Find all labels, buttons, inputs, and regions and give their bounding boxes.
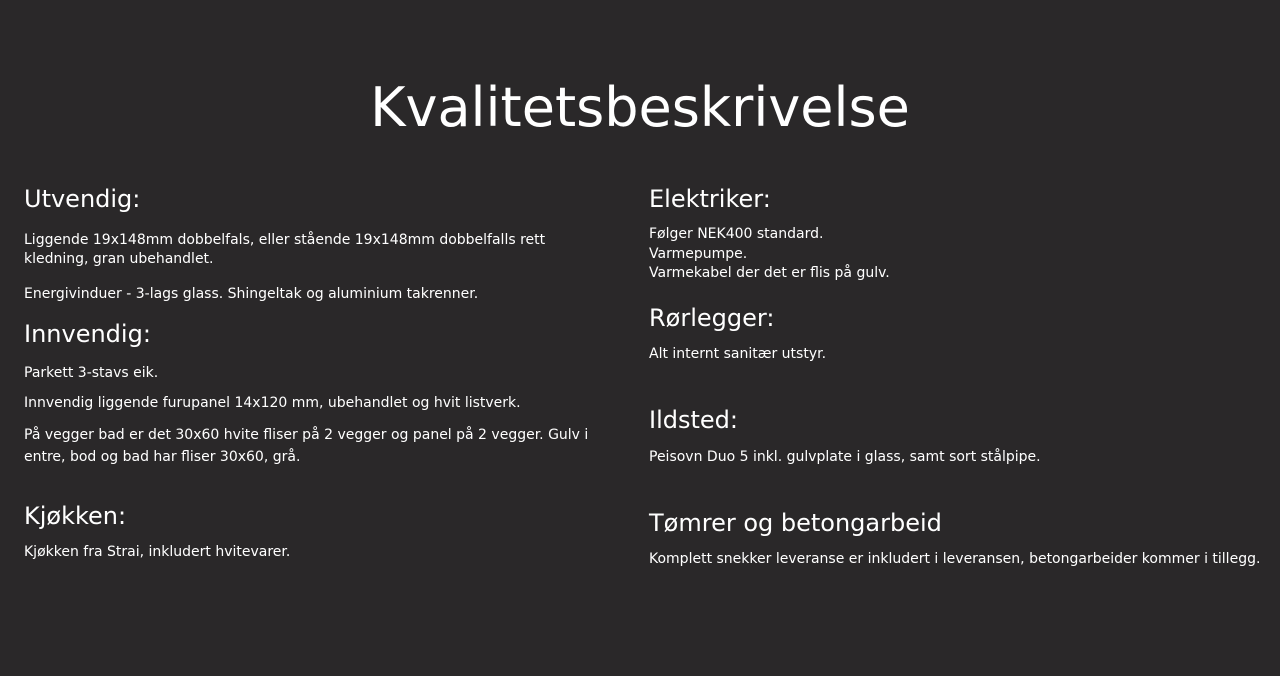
utvendig-paragraph-2: Energivinduer - 3-lags glass. Shingeltak og aluminium takrenner.: [24, 286, 479, 302]
page-title: Kvalitetsbeskrivelse: [370, 76, 910, 139]
elektriker-line-3: Varmekabel der det er flis på gulv.: [649, 265, 890, 281]
kjokken-paragraph-1: Kjøkken fra Strai, inkludert hvitevarer.: [24, 544, 291, 560]
heading-innvendig: Innvendig:: [24, 320, 151, 348]
heading-rorlegger: Rørlegger:: [649, 304, 775, 332]
heading-utvendig: Utvendig:: [24, 185, 141, 213]
heading-tomrer-og-betongarbeid: Tømrer og betongarbeid: [649, 509, 942, 537]
heading-kjokken: Kjøkken:: [24, 502, 127, 530]
innvendig-paragraph-3-line-1: På vegger bad er det 30x60 hvite fliser på 2 vegger og panel på 2 vegger. Gulv i: [24, 427, 589, 443]
elektriker-line-1: Følger NEK400 standard.: [649, 226, 824, 242]
heading-elektriker: Elektriker:: [649, 185, 771, 213]
innvendig-paragraph-1: Parkett 3-stavs eik.: [24, 365, 159, 381]
innvendig-paragraph-3-line-2: entre, bod og bad har fliser 30x60, grå.: [24, 449, 301, 465]
tomrer-line-1: Komplett snekker leveranse er inkludert i leveransen, betongarbeider kommer i tillegg.: [649, 551, 1261, 567]
elektriker-line-2: Varmepumpe.: [649, 246, 748, 262]
utvendig-paragraph-1-line-1: Liggende 19x148mm dobbelfals, eller stående 19x148mm dobbelfalls rett: [24, 232, 546, 248]
innvendig-paragraph-2: Innvendig liggende furupanel 14x120 mm, ubehandlet og hvit listverk.: [24, 395, 521, 411]
utvendig-paragraph-1-line-2: kledning, gran ubehandlet.: [24, 251, 214, 267]
ildsted-line-1: Peisovn Duo 5 inkl. gulvplate i glass, samt sort stålpipe.: [649, 449, 1041, 465]
rorlegger-line-1: Alt internt sanitær utstyr.: [649, 346, 827, 362]
heading-ildsted: Ildsted:: [649, 406, 738, 434]
